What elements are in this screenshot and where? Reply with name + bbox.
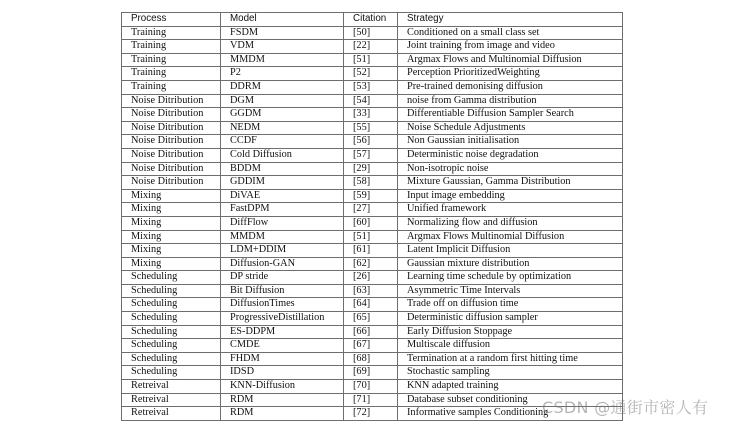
cell-strategy: Non-isotropic noise xyxy=(398,162,623,176)
cell-strategy: Trade off on diffusion time xyxy=(398,298,623,312)
cell-strategy: Perception PrioritizedWeighting xyxy=(398,67,623,81)
cell-strategy: Noise Schedule Adjustments xyxy=(398,121,623,135)
table-row xyxy=(122,121,623,135)
cell-model: VDM xyxy=(221,40,344,54)
cell-strategy: Differentiable Diffusion Sampler Search xyxy=(398,108,623,122)
cell-citation: [59] xyxy=(344,189,398,203)
cell-process: Retreival xyxy=(122,393,221,407)
cell-strategy: Joint training from image and video xyxy=(398,40,623,54)
table-header xyxy=(122,13,623,27)
cell-model: Cold Diffusion xyxy=(221,148,344,162)
header-process: Process xyxy=(122,13,221,27)
cell-strategy: Deterministic noise degradation xyxy=(398,148,623,162)
cell-strategy: Latent Implicit Diffusion xyxy=(398,244,623,258)
cell-model: FSDM xyxy=(221,26,344,40)
cell-model: MMDM xyxy=(221,53,344,67)
cell-process: Mixing xyxy=(122,257,221,271)
cell-strategy: Pre-trained demonising diffusion xyxy=(398,80,623,94)
cell-citation: [72] xyxy=(344,407,398,421)
cell-process: Noise Ditribution xyxy=(122,108,221,122)
table-row xyxy=(122,271,623,285)
table-row xyxy=(122,162,623,176)
cell-model: LDM+DDIM xyxy=(221,244,344,258)
cell-strategy: Database subset conditioning xyxy=(398,393,623,407)
header-row xyxy=(122,13,623,27)
cell-model: IDSD xyxy=(221,366,344,380)
cell-process: Mixing xyxy=(122,203,221,217)
cell-process: Scheduling xyxy=(122,366,221,380)
table-row xyxy=(122,298,623,312)
cell-model: CCDF xyxy=(221,135,344,149)
cell-citation: [67] xyxy=(344,339,398,353)
cell-strategy: Learning time schedule by optimization xyxy=(398,271,623,285)
table-row xyxy=(122,380,623,394)
cell-process: Training xyxy=(122,26,221,40)
cell-process: Scheduling xyxy=(122,312,221,326)
cell-citation: [29] xyxy=(344,162,398,176)
cell-strategy: Early Diffusion Stoppage xyxy=(398,325,623,339)
cell-model: BDDM xyxy=(221,162,344,176)
cell-strategy: Gaussian mixture distribution xyxy=(398,257,623,271)
table-row xyxy=(122,366,623,380)
cell-citation: [63] xyxy=(344,284,398,298)
cell-strategy: noise from Gamma distribution xyxy=(398,94,623,108)
cell-process: Training xyxy=(122,53,221,67)
header-model: Model xyxy=(221,13,344,27)
table-row xyxy=(122,148,623,162)
cell-model: DiffFlow xyxy=(221,216,344,230)
cell-citation: [52] xyxy=(344,67,398,81)
cell-citation: [57] xyxy=(344,148,398,162)
table-row xyxy=(122,203,623,217)
cell-citation: [69] xyxy=(344,366,398,380)
cell-citation: [27] xyxy=(344,203,398,217)
table-row xyxy=(122,352,623,366)
cell-model: FastDPM xyxy=(221,203,344,217)
cell-citation: [71] xyxy=(344,393,398,407)
cell-process: Scheduling xyxy=(122,339,221,353)
table-row xyxy=(122,312,623,326)
table-row xyxy=(122,135,623,149)
cell-model: Bit Diffusion xyxy=(221,284,344,298)
cell-citation: [65] xyxy=(344,312,398,326)
cell-model: DP stride xyxy=(221,271,344,285)
cell-citation: [50] xyxy=(344,26,398,40)
table-row xyxy=(122,108,623,122)
cell-strategy: Multiscale diffusion xyxy=(398,339,623,353)
table-row xyxy=(122,40,623,54)
cell-model: RDM xyxy=(221,393,344,407)
cell-process: Noise Ditribution xyxy=(122,121,221,135)
cell-model: GGDM xyxy=(221,108,344,122)
cell-process: Training xyxy=(122,80,221,94)
cell-process: Scheduling xyxy=(122,298,221,312)
diffusion-methods-table xyxy=(121,12,623,421)
cell-process: Retreival xyxy=(122,380,221,394)
cell-process: Mixing xyxy=(122,230,221,244)
cell-strategy: Normalizing flow and diffusion xyxy=(398,216,623,230)
cell-model: KNN-Diffusion xyxy=(221,380,344,394)
cell-process: Scheduling xyxy=(122,352,221,366)
cell-process: Scheduling xyxy=(122,271,221,285)
cell-citation: [66] xyxy=(344,325,398,339)
cell-model: ProgressiveDistillation xyxy=(221,312,344,326)
watermark: CSDN @通街市密人有 xyxy=(542,398,709,417)
cell-citation: [61] xyxy=(344,244,398,258)
cell-model: DGM xyxy=(221,94,344,108)
table-row xyxy=(122,244,623,258)
table-row xyxy=(122,80,623,94)
cell-citation: [22] xyxy=(344,40,398,54)
cell-model: ES-DDPM xyxy=(221,325,344,339)
cell-citation: [26] xyxy=(344,271,398,285)
cell-strategy: Conditioned on a small class set xyxy=(398,26,623,40)
cell-process: Noise Ditribution xyxy=(122,94,221,108)
cell-citation: [60] xyxy=(344,216,398,230)
cell-process: Mixing xyxy=(122,244,221,258)
cell-citation: [64] xyxy=(344,298,398,312)
header-strategy: Strategy xyxy=(398,13,623,27)
cell-citation: [33] xyxy=(344,108,398,122)
cell-citation: [62] xyxy=(344,257,398,271)
cell-process: Noise Ditribution xyxy=(122,176,221,190)
table-row xyxy=(122,339,623,353)
cell-process: Scheduling xyxy=(122,325,221,339)
cell-process: Noise Ditribution xyxy=(122,162,221,176)
table-row xyxy=(122,189,623,203)
cell-citation: [55] xyxy=(344,121,398,135)
table-row xyxy=(122,53,623,67)
cell-strategy: KNN adapted training xyxy=(398,380,623,394)
table-row xyxy=(122,94,623,108)
cell-process: Noise Ditribution xyxy=(122,148,221,162)
cell-strategy: Argmax Flows Multinomial Diffusion xyxy=(398,230,623,244)
cell-process: Mixing xyxy=(122,189,221,203)
cell-strategy: Stochastic sampling xyxy=(398,366,623,380)
cell-citation: [58] xyxy=(344,176,398,190)
table-row xyxy=(122,216,623,230)
cell-process: Scheduling xyxy=(122,284,221,298)
table-row xyxy=(122,67,623,81)
table-row xyxy=(122,230,623,244)
cell-citation: [53] xyxy=(344,80,398,94)
cell-process: Training xyxy=(122,67,221,81)
table-body xyxy=(122,26,623,420)
cell-model: DDRM xyxy=(221,80,344,94)
cell-model: RDM xyxy=(221,407,344,421)
table-row xyxy=(122,26,623,40)
cell-strategy: Termination at a random first hitting time xyxy=(398,352,623,366)
table-row xyxy=(122,284,623,298)
cell-model: MMDM xyxy=(221,230,344,244)
cell-strategy: Deterministic diffusion sampler xyxy=(398,312,623,326)
cell-model: FHDM xyxy=(221,352,344,366)
header-citation: Citation xyxy=(344,13,398,27)
cell-process: Mixing xyxy=(122,216,221,230)
cell-strategy: Informative samples Conditioning xyxy=(398,407,623,421)
cell-citation: [54] xyxy=(344,94,398,108)
table-row xyxy=(122,176,623,190)
cell-model: GDDIM xyxy=(221,176,344,190)
cell-process: Retreival xyxy=(122,407,221,421)
cell-citation: [56] xyxy=(344,135,398,149)
table-row xyxy=(122,257,623,271)
cell-model: P2 xyxy=(221,67,344,81)
cell-process: Training xyxy=(122,40,221,54)
cell-citation: [68] xyxy=(344,352,398,366)
cell-model: CMDE xyxy=(221,339,344,353)
cell-process: Noise Ditribution xyxy=(122,135,221,149)
cell-strategy: Non Gaussian initialisation xyxy=(398,135,623,149)
table-row xyxy=(122,325,623,339)
cell-strategy: Asymmetric Time Intervals xyxy=(398,284,623,298)
cell-model: DiffusionTimes xyxy=(221,298,344,312)
cell-strategy: Argmax Flows and Multinomial Diffusion xyxy=(398,53,623,67)
cell-strategy: Mixture Gaussian, Gamma Distribution xyxy=(398,176,623,190)
cell-model: Diffusion-GAN xyxy=(221,257,344,271)
cell-strategy: Unified framework xyxy=(398,203,623,217)
cell-citation: [51] xyxy=(344,53,398,67)
cell-citation: [51] xyxy=(344,230,398,244)
cell-model: NEDM xyxy=(221,121,344,135)
cell-strategy: Input image embedding xyxy=(398,189,623,203)
cell-model: DiVAE xyxy=(221,189,344,203)
cell-citation: [70] xyxy=(344,380,398,394)
